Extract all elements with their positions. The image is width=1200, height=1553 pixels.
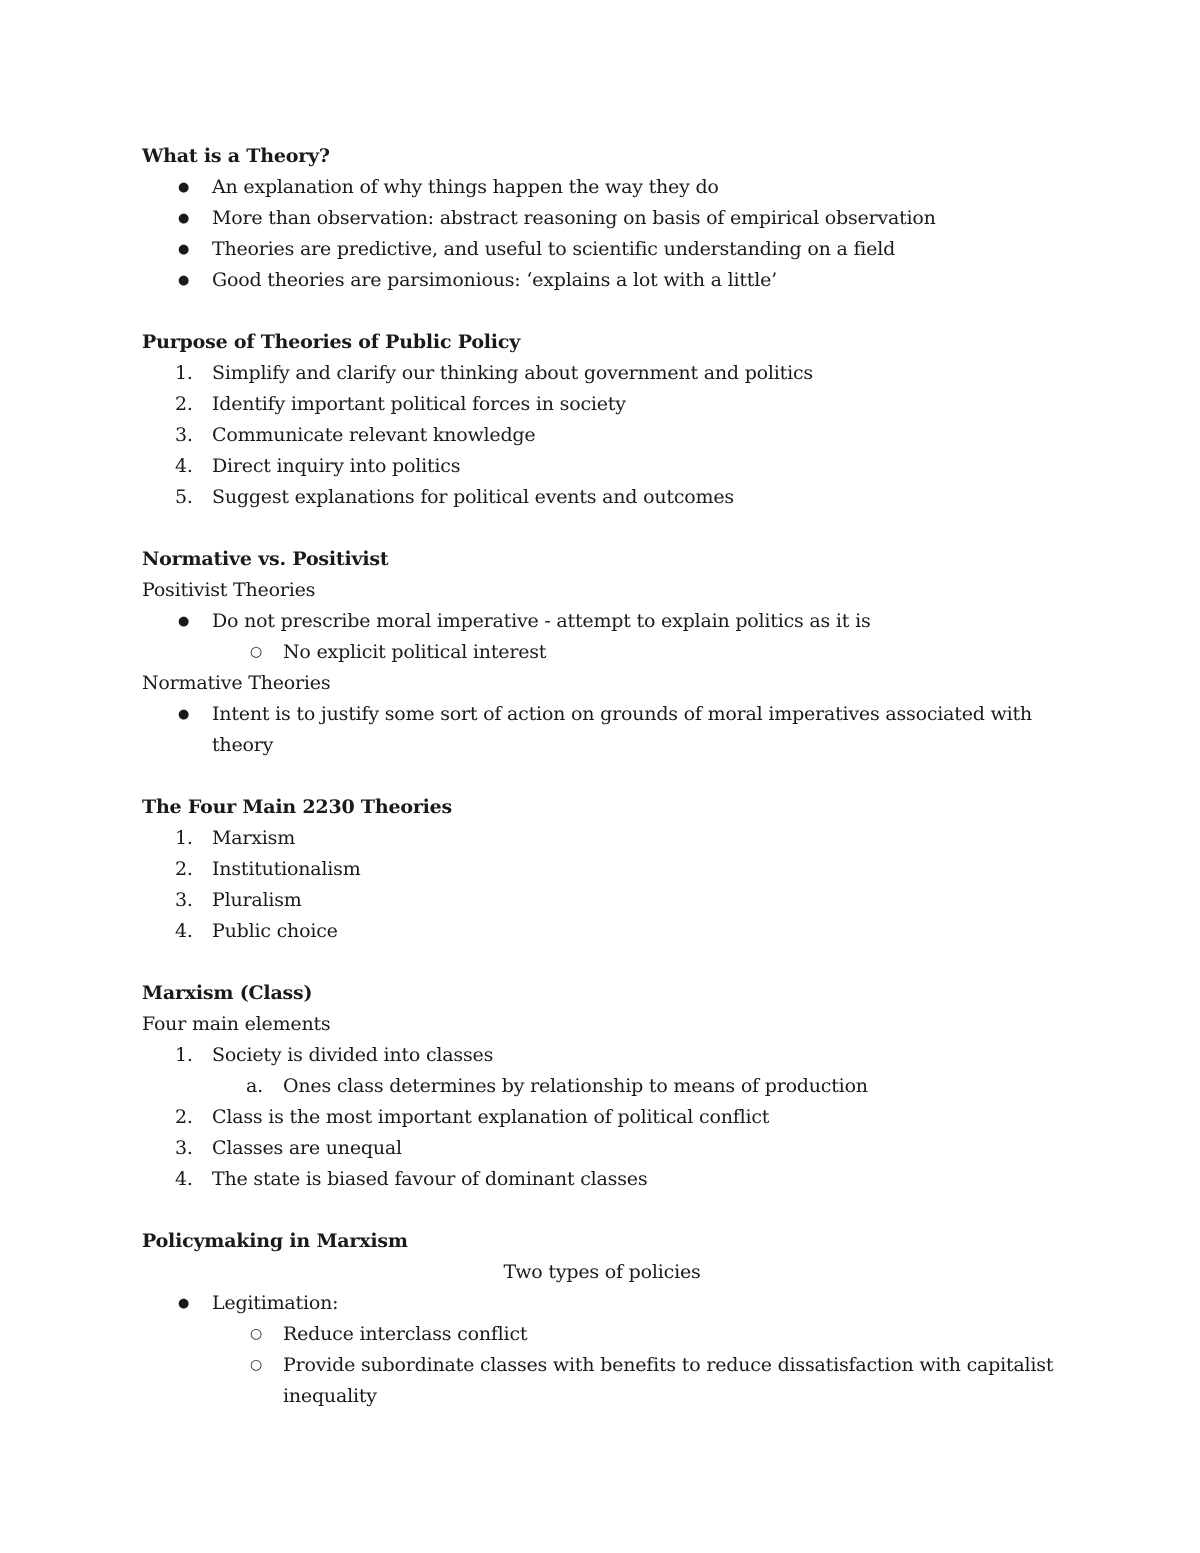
list-item-text: Suggest explanations for political events and outcomes	[212, 486, 734, 508]
circle-bullet-icon: ○	[250, 644, 263, 660]
bullet-icon: ●	[178, 1296, 190, 1311]
positivist-label: Positivist Theories	[142, 579, 316, 601]
list-item-text: Communicate relevant knowledge	[212, 424, 536, 446]
policymaking-list	[142, 1288, 1062, 1412]
list-item	[142, 172, 1062, 203]
list-item	[142, 451, 1062, 482]
spacer	[142, 1195, 1062, 1226]
list-number: 2.	[175, 858, 193, 880]
spacer	[142, 761, 1062, 792]
list-number: 4.	[175, 455, 193, 477]
sub-list-item-text: Ones class determines by relationship to means of production	[283, 1075, 868, 1097]
list-item	[142, 1288, 1062, 1319]
four-theories-list	[142, 823, 1062, 947]
theory-list	[142, 172, 1062, 296]
positivist-list	[142, 606, 1062, 668]
list-item-text: Marxism	[212, 827, 296, 849]
bullet-icon: ●	[178, 242, 190, 257]
sub-list-item-text: Reduce interclass conflict	[283, 1323, 528, 1345]
list-item	[142, 265, 1062, 296]
list-item	[142, 234, 1062, 265]
list-item-text: The state is biased favour of dominant classes	[212, 1168, 648, 1190]
bullet-icon: ●	[178, 273, 190, 288]
spacer	[142, 296, 1062, 327]
sub-list-item-text: Provide subordinate classes with benefits to reduce dissatisfaction with capitalist inequality	[283, 1354, 1054, 1407]
list-item-text: Legitimation:	[212, 1292, 339, 1314]
list-number: 3.	[175, 1137, 193, 1159]
list-number: 3.	[175, 424, 193, 446]
circle-bullet-icon: ○	[250, 1357, 263, 1373]
list-item-text: Identify important political forces in society	[212, 393, 626, 415]
spacer	[142, 947, 1062, 978]
spacer	[142, 513, 1062, 544]
list-item-text: Simplify and clarify our thinking about government and politics	[212, 362, 813, 384]
list-item	[142, 203, 1062, 234]
list-item-text: Good theories are parsimonious: ‘explains a lot with a little’	[212, 269, 777, 291]
list-item-text: Theories are predictive, and useful to scientific understanding on a field	[212, 238, 896, 260]
list-item	[142, 854, 1062, 885]
bullet-icon: ●	[178, 211, 190, 226]
list-item-text: Public choice	[212, 920, 338, 942]
list-item	[142, 482, 1062, 513]
list-item-text: More than observation: abstract reasoning on basis of empirical observation	[212, 207, 936, 229]
sub-list-item	[142, 637, 1062, 668]
list-item	[142, 1164, 1062, 1195]
bullet-icon: ●	[178, 707, 190, 722]
list-item-text: Society is divided into classes	[212, 1044, 494, 1066]
list-item	[142, 606, 1062, 637]
sub-list-item	[142, 1350, 1062, 1412]
list-number: 1.	[175, 827, 193, 849]
list-number: 1.	[175, 362, 193, 384]
marxism-list	[142, 1040, 1062, 1195]
list-item	[142, 358, 1062, 389]
list-item	[142, 1102, 1062, 1133]
list-letter: a.	[246, 1075, 263, 1097]
normative-list	[142, 699, 1062, 761]
list-item	[142, 1133, 1062, 1164]
sub-list-item	[142, 1071, 1062, 1102]
list-item-text: An explanation of why things happen the way they do	[212, 176, 719, 198]
list-number: 5.	[175, 486, 193, 508]
list-number: 4.	[175, 1168, 193, 1190]
list-item	[142, 916, 1062, 947]
list-number: 2.	[175, 1106, 193, 1128]
section-heading-normative: Normative vs. Positivist	[142, 548, 389, 570]
policy-types-caption: Two types of policies	[503, 1261, 701, 1283]
list-item	[142, 885, 1062, 916]
list-item	[142, 420, 1062, 451]
circle-bullet-icon: ○	[250, 1326, 263, 1342]
list-item-text: Pluralism	[212, 889, 302, 911]
section-heading-policymaking: Policymaking in Marxism	[142, 1230, 408, 1252]
list-item	[142, 389, 1062, 420]
document-page	[142, 141, 1062, 1412]
list-item	[142, 823, 1062, 854]
list-item	[142, 1040, 1062, 1071]
list-number: 4.	[175, 920, 193, 942]
normative-label: Normative Theories	[142, 672, 331, 694]
section-heading-purpose: Purpose of Theories of Public Policy	[142, 331, 521, 353]
sub-list-item	[142, 1319, 1062, 1350]
list-item-text: Class is the most important explanation of political conflict	[212, 1106, 770, 1128]
list-item-text: Classes are unequal	[212, 1137, 402, 1159]
list-number: 1.	[175, 1044, 193, 1066]
bullet-icon: ●	[178, 614, 190, 629]
section-heading-marxism: Marxism (Class)	[142, 982, 313, 1004]
list-number: 2.	[175, 393, 193, 415]
section-heading-theory: What is a Theory?	[142, 145, 330, 167]
list-item	[142, 699, 1062, 761]
bullet-icon: ●	[178, 180, 190, 195]
list-item-text: Direct inquiry into politics	[212, 455, 461, 477]
sub-list-item-text: No explicit political interest	[283, 641, 547, 663]
list-number: 3.	[175, 889, 193, 911]
section-heading-four-theories: The Four Main 2230 Theories	[142, 796, 453, 818]
marxism-intro: Four main elements	[142, 1013, 331, 1035]
purpose-list	[142, 358, 1062, 513]
list-item-text: Institutionalism	[212, 858, 361, 880]
list-item-text: Intent is to justify some sort of action on grounds of moral imperatives associated with theory	[212, 703, 1032, 756]
list-item-text: Do not prescribe moral imperative - attempt to explain politics as it is	[212, 610, 871, 632]
